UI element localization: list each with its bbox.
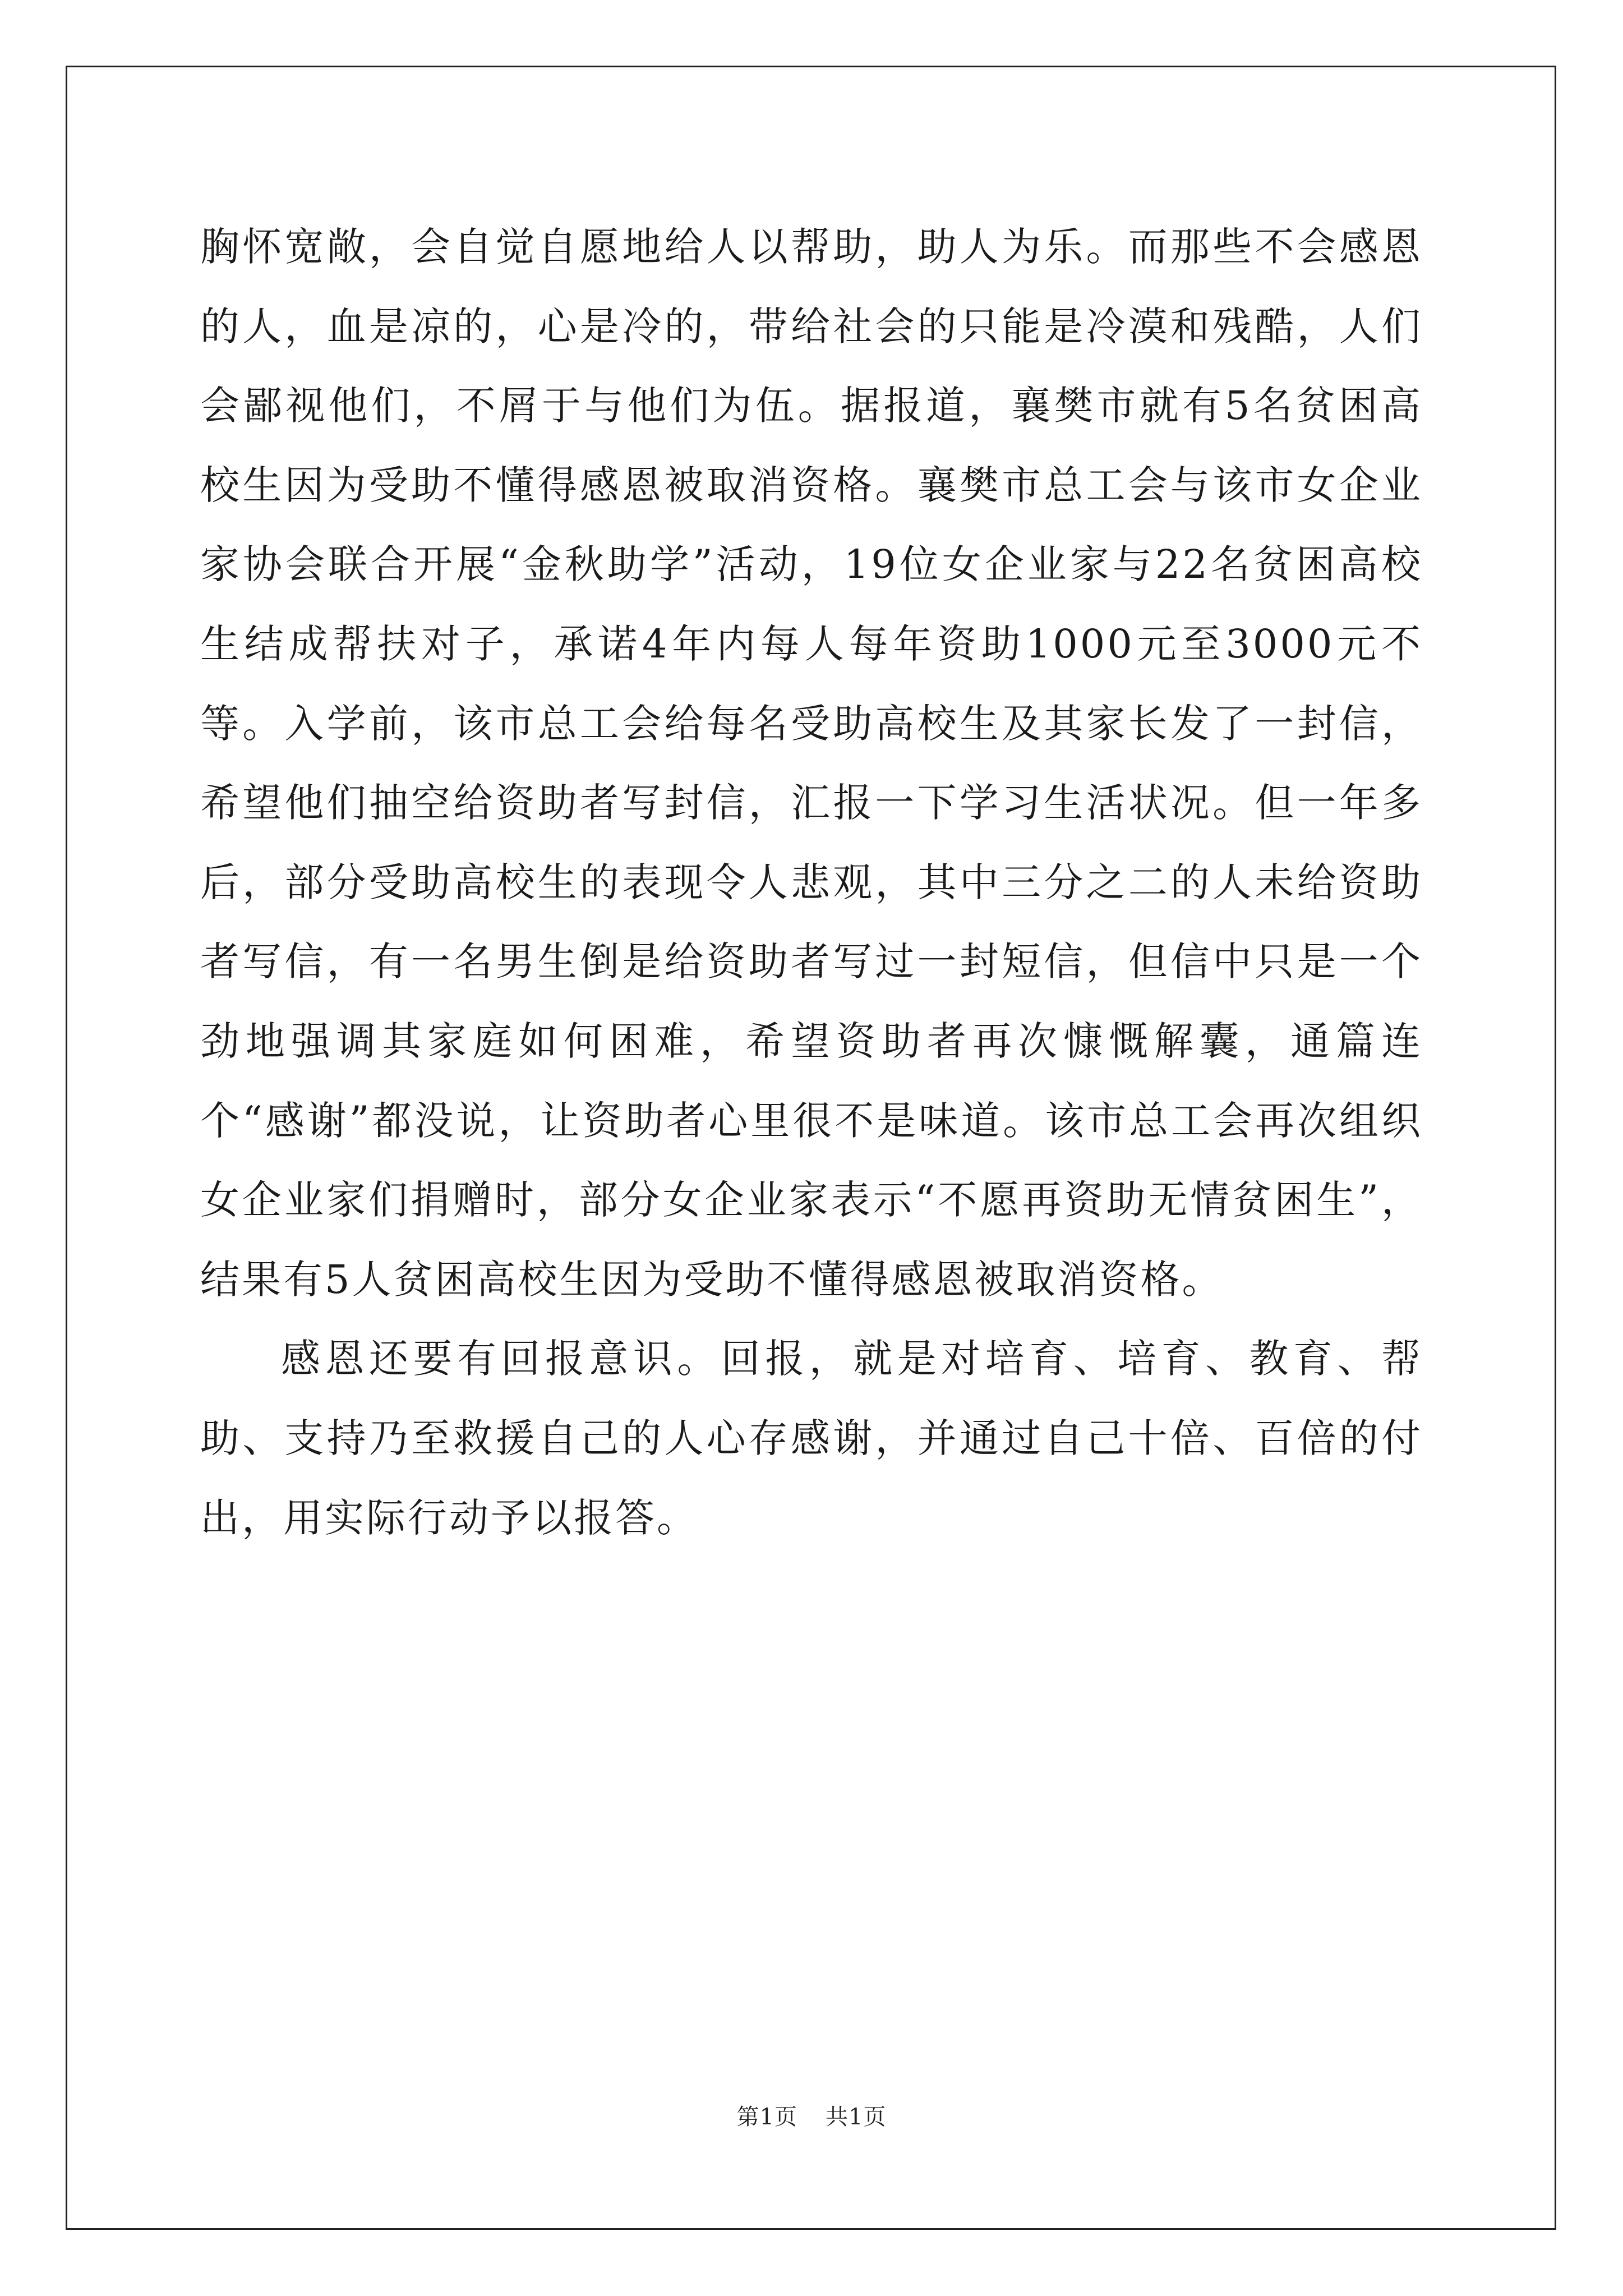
page-number-current: 第1页 xyxy=(736,2104,797,2130)
body-paragraph: 感恩还要有回报意识。回报，就是对培育、培育、教育、帮助、支持乃至救援自己的人心存感谢，并通过自己十倍、百倍的付出，用实际行动予以报答。 xyxy=(200,1336,1423,1541)
document-body xyxy=(200,208,1423,1558)
page-footer xyxy=(0,2099,1623,2131)
page-number-total: 共1页 xyxy=(826,2104,887,2130)
body-paragraph: 胸怀宽敞，会自觉自愿地给人以帮助，助人为乐。而那些不会感恩的人，血是凉的，心是冷的，带给社会的只能是冷漠和残酷，人们会鄙视他们，不屑于与他们为伍。据报道，襄樊市就有5名贫困高校生因为受助不懂得感恩被取消资格。襄樊市总工会与该市女企业家协会联合开展“金秋助学”活动，19位女企业家与22名贫困高校生结成帮扶对子，承诺4年内每人每年资助1000元至3000元不等。入学前，该市总工会给每名受助高校生及其家长发了一封信，希望他们抽空给资助者写封信，汇报一下学习生活状况。但一年多后，部分受助高校生的表现令人悲观，其中三分之二的人未给资助者写信，有一名男生倒是给资助者写过一封短信，但信中只是一个劲地强调其家庭如何困难，希望资助者再次慷慨解囊，通篇连个“感谢”都没说，让资助者心里很不是味道。该市总工会再次组织女企业家们捐赠时，部分女企业家表示“不愿再资助无情贫困生”，结果有5人贫困高校生因为受助不懂得感恩被取消资格。 xyxy=(200,224,1423,1303)
